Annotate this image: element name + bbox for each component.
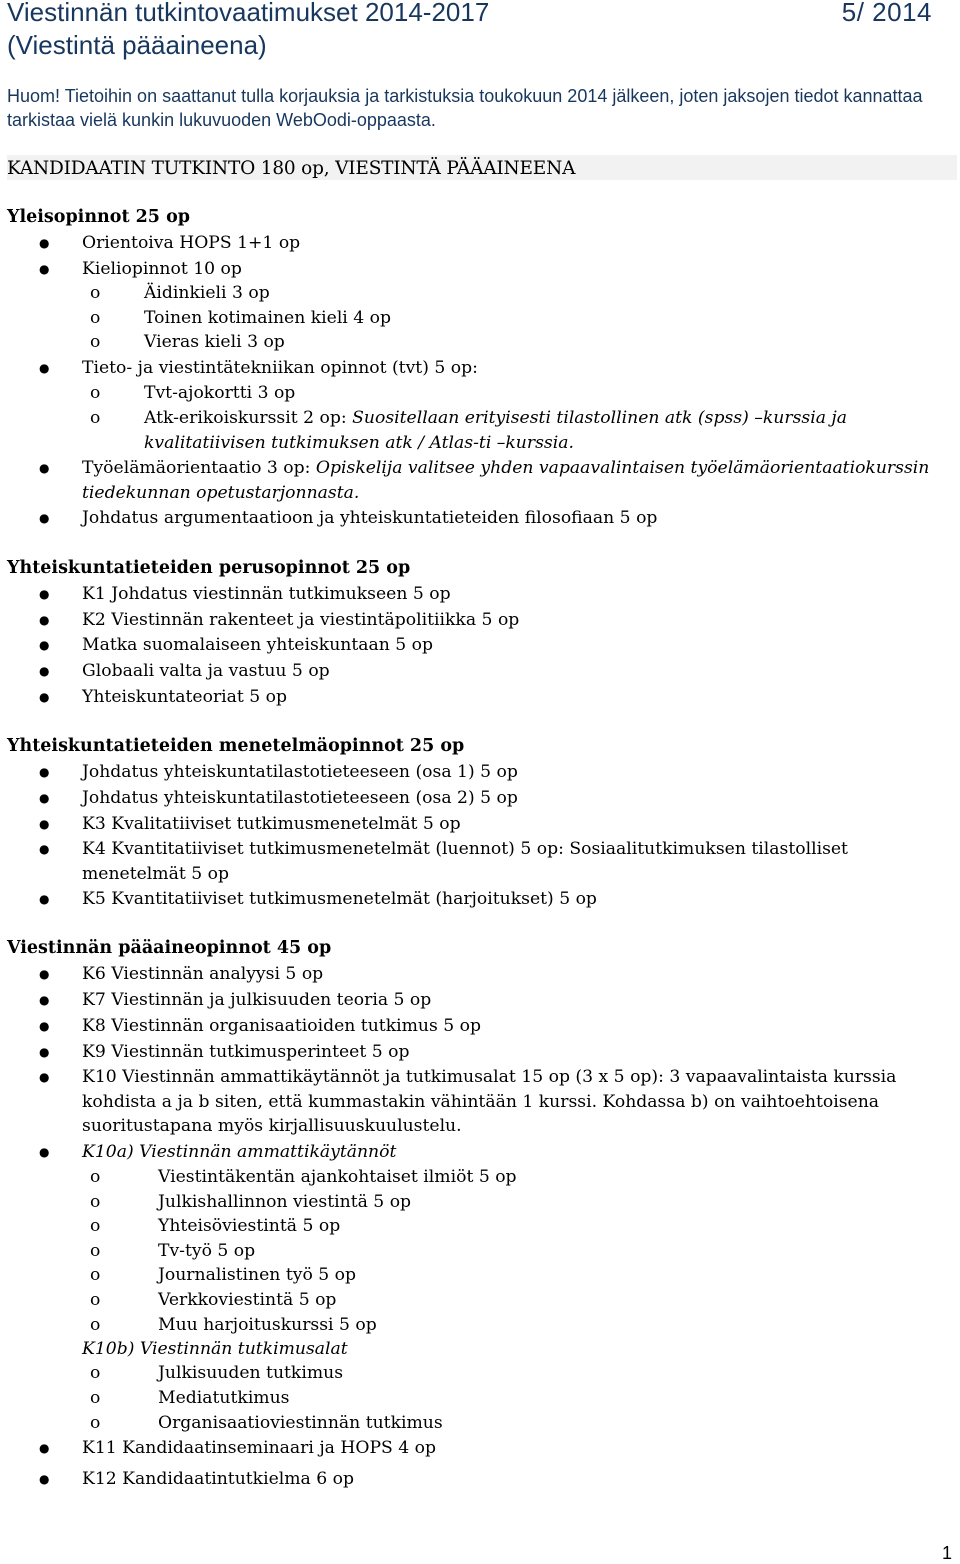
- list-item: ● Johdatus argumentaatioon ja yhteiskuntatieteiden filosofiaan 5 op: [39, 508, 658, 528]
- sub-list-item: o Mediatutkimus: [90, 1388, 290, 1408]
- sub-list-item: o Julkishallinnon viestintä 5 op: [90, 1192, 412, 1212]
- list-item: ● Tieto- ja viestintätekniikan opinnot (tvt) 5 op:: [39, 358, 478, 378]
- list-item: ● K1 Johdatus viestinnän tutkimukseen 5 op: [39, 584, 451, 604]
- list-item: ● K4 Kvantitatiiviset tutkimusmenetelmät (luennot) 5 op: Sosiaalitutkimuksen tilastolliset menetelmät 5 op: [39, 839, 848, 884]
- sub-list-item: o Organisaatioviestinnän tutkimus: [90, 1413, 443, 1433]
- section-heading-basic: Yhteiskuntatieteiden perusopinnot 25 op: [7, 558, 411, 578]
- list-item: ● Johdatus yhteiskuntatilastotieteeseen (osa 1) 5 op: [39, 762, 518, 782]
- list-item: ● K2 Viestinnän rakenteet ja viestintäpolitiikka 5 op: [39, 610, 520, 630]
- list-item: ● K7 Viestinnän ja julkisuuden teoria 5 op: [39, 990, 432, 1010]
- sub-list-item: o Äidinkieli 3 op: [90, 283, 270, 303]
- list-item: ● Matka suomalaiseen yhteiskuntaan 5 op: [39, 635, 434, 655]
- sub-list-item: o Vieras kieli 3 op: [90, 332, 285, 352]
- list-item: ● Kieliopinnot 10 op: [39, 259, 242, 279]
- list-item: ● K3 Kvalitatiiviset tutkimusmenetelmät 5 op: [39, 814, 461, 834]
- document-date: 5/ 2014: [841, 0, 932, 27]
- sub-list-item: o Yhteisöviestintä 5 op: [90, 1216, 341, 1236]
- list-item: ● K9 Viestinnän tutkimusperinteet 5 op: [39, 1042, 410, 1062]
- sub-list-item: o Journalistinen työ 5 op: [90, 1265, 357, 1285]
- document-title: Viestinnän tutkintovaatimukset 2014-2017: [7, 0, 490, 27]
- list-item: ● K10 Viestinnän ammattikäytännöt ja tutkimusalat 15 op (3 x 5 op): 3 vapaavalintaista kurssia kohdista a ja b siten, että kummastakin vähintään 1 kurssi. Kohdassa b) on vaihtoehtoisena suoritustapana myös kirjallisuuskuulustelu.: [39, 1067, 897, 1136]
- sub-list-item: o Tv-työ 5 op: [90, 1241, 256, 1261]
- sub-list-item: o Viestintäkentän ajankohtaiset ilmiöt 5 op: [90, 1167, 517, 1187]
- list-item: ● Yhteiskuntateoriat 5 op: [39, 687, 288, 707]
- list-item: ● K6 Viestinnän analyysi 5 op: [39, 964, 324, 984]
- list-item: ● K11 Kandidaatinseminaari ja HOPS 4 op: [39, 1438, 436, 1458]
- list-item: ● Työelämäorientaatio 3 op: Opiskelija valitsee yhden vapaavalintaisen työelämäorientaatiokurssin tiedekunnan opetustarjonnasta.: [39, 458, 930, 503]
- sub-list-item: o Julkisuuden tutkimus: [90, 1363, 344, 1383]
- list-item: ● Johdatus yhteiskuntatilastotieteeseen (osa 2) 5 op: [39, 788, 518, 808]
- section-heading-general: Yleisopinnot 25 op: [7, 207, 190, 227]
- list-item: ● Globaali valta ja vastuu 5 op: [39, 661, 330, 681]
- list-item-k10b: K10b) Viestinnän tutkimusalat: [82, 1339, 348, 1359]
- list-item: ● Orientoiva HOPS 1+1 op: [39, 233, 301, 253]
- sub-list-item: o Atk-erikoiskurssit 2 op: Suositellaan erityisesti tilastollinen atk (spss) –kurssia ja kvalitatiivisen tutkimuksen atk / Atlas-ti –kurssia.: [90, 408, 847, 453]
- section-heading-methods: Yhteiskuntatieteiden menetelmäopinnot 25 op: [7, 736, 465, 756]
- list-item: ● K8 Viestinnän organisaatioiden tutkimus 5 op: [39, 1016, 482, 1036]
- list-item-k10a: ● K10a) Viestinnän ammattikäytännöt: [39, 1142, 397, 1162]
- sub-list-item: o Tvt-ajokortti 3 op: [90, 383, 296, 403]
- document-header: [7, 0, 932, 62]
- section-heading-major: Viestinnän pääaineopinnot 45 op: [7, 938, 332, 958]
- correction-notice: Huom! Tietoihin on saattanut tulla korjauksia ja tarkistuksia toukokuun 2014 jälkeen, joten jaksojen tiedot kannattaa tarkistaa vielä kunkin lukuvuoden WebOodi-oppaasta.: [7, 86, 923, 130]
- degree-banner: KANDIDAATIN TUTKINTO 180 op, VIESTINTÄ PÄÄAINEENA: [7, 155, 957, 180]
- sub-list-item: o Muu harjoituskurssi 5 op: [90, 1315, 377, 1335]
- document-subtitle: (Viestintä pääaineena): [7, 30, 267, 60]
- sub-list-item: o Toinen kotimainen kieli 4 op: [90, 308, 392, 328]
- list-item: ● K12 Kandidaatintutkielma 6 op: [39, 1469, 355, 1489]
- list-item: ● K5 Kvantitatiiviset tutkimusmenetelmät (harjoitukset) 5 op: [39, 889, 597, 909]
- sub-list-item: o Verkkoviestintä 5 op: [90, 1290, 337, 1310]
- page-number: 1: [941, 1543, 952, 1563]
